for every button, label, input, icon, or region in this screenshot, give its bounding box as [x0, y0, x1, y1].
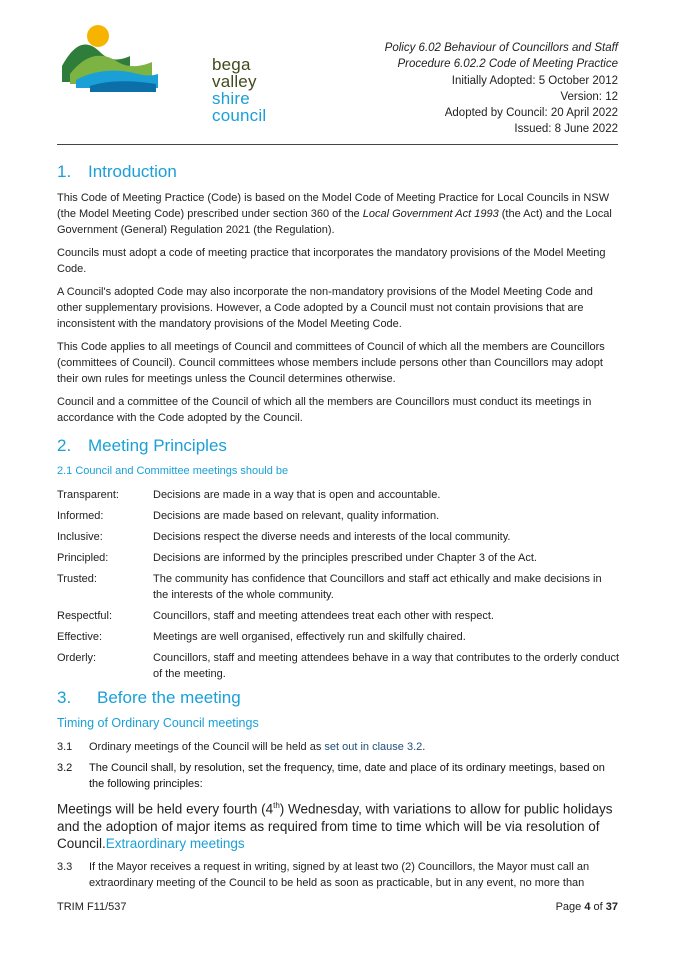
meeting-schedule-principle: Meetings will be held every fourth (4th) Wednesday, with variations to allow for public holidays and the adoption of major items as required from time to time which will be via resolution of Council.Extraordinary meetings — [57, 801, 613, 851]
principle-row — [57, 487, 619, 503]
logo-text-line1: bega valley — [212, 55, 257, 91]
initially-adopted: Initially Adopted: 5 October 2012 — [451, 74, 618, 87]
intro-paragraph-4: This Code applies to all meetings of Council and committees of Council of which all the members are Councillors (committees of Council). Council committees whose members include persons other than Councillors may adopt their own rules for meetings unless the Council determines otherwise. — [57, 341, 605, 385]
clause-number: 3.2 — [57, 762, 73, 774]
principle-term: Transparent: — [57, 489, 119, 501]
principle-definition: Councillors, staff and meeting attendees behave in a way that contributes to the orderly conduct of the meeting. — [153, 652, 619, 680]
timing-subheading: Timing of Ordinary Council meetings — [57, 716, 259, 730]
clause-number: 3.3 — [57, 860, 73, 873]
principle-row — [57, 608, 619, 624]
logo-text-line2: shire council — [212, 89, 267, 125]
document-metadata — [385, 40, 618, 138]
principle-definition: The community has confidence that Councillors and staff act ethically and make decisions in the interests of the whole community. — [153, 573, 602, 601]
principle-term: Principled: — [57, 552, 109, 564]
policy-title: Policy 6.02 Behaviour of Councillors and Staff — [384, 42, 618, 54]
principles-list — [57, 487, 619, 682]
document-body — [57, 162, 619, 896]
subsection-2-1-heading: 2.1 Council and Committee meetings should be — [57, 465, 289, 477]
council-logo — [60, 22, 290, 125]
principle-row — [57, 529, 619, 545]
principle-term: Respectful: — [57, 610, 113, 622]
principle-row — [57, 550, 619, 566]
clause-text: The Council shall, by resolution, set the frequency, time, date and place of its ordinary meetings, based on the following principles: — [89, 762, 605, 790]
section-number: 2. — [57, 436, 72, 455]
principle-definition: Decisions respect the diverse needs and interests of the local community. — [153, 531, 511, 543]
section-number: 3. — [57, 688, 72, 707]
section-title: Meeting Principles — [88, 436, 227, 455]
section-3-heading — [57, 688, 619, 708]
section-title: Before the meeting — [97, 688, 241, 707]
procedure-title: Procedure 6.02.2 Code of Meeting Practice — [397, 58, 618, 71]
principle-definition: Decisions are informed by the principles prescribed under Chapter 3 of the Act. — [153, 552, 537, 564]
logo-landscape-icon — [60, 22, 160, 96]
clause-text: Ordinary meetings of the Council will be held as set out in clause 3.2. — [89, 741, 426, 753]
section-1-heading — [57, 162, 619, 182]
principle-definition: Meetings are well organised, effectively run and skilfully chaired. — [153, 631, 466, 643]
principle-definition: Decisions are made in a way that is open and accountable. — [153, 489, 441, 501]
issued-date: Issued: 8 June 2022 — [514, 123, 618, 136]
clause-3-2 — [57, 760, 619, 792]
principle-row — [57, 571, 619, 603]
principle-term: Effective: — [57, 631, 103, 643]
intro-paragraph-2: Councils must adopt a code of meeting practice that incorporates the mandatory provisions of the Model Meeting Code. — [57, 247, 606, 275]
principle-term: Trusted: — [57, 573, 97, 585]
clause-3-2-link[interactable]: set out in clause 3.2 — [324, 741, 423, 753]
version: Version: 12 — [560, 90, 618, 103]
intro-paragraph-1: This Code of Meeting Practice (Code) is based on the Model Code of Meeting Practice for Local Councils in NSW (the Model Meeting Code) prescribed under section 360 of the Local Government Act 1993 (the Act) and the Local Government (General) Regulation 2021 (the Regulation). — [57, 192, 612, 236]
principle-term: Inclusive: — [57, 531, 103, 543]
clause-number: 3.1 — [57, 741, 73, 753]
principle-row — [57, 650, 619, 682]
clause-3-3 — [57, 859, 619, 891]
principle-row — [57, 508, 619, 524]
section-number: 1. — [57, 162, 72, 181]
extraordinary-meetings-heading: Extraordinary meetings — [105, 835, 245, 851]
clause-3-1 — [57, 739, 619, 755]
principle-definition: Councillors, staff and meeting attendees treat each other with respect. — [153, 610, 494, 622]
intro-paragraph-5: Council and a committee of the Council of which all the members are Councillors must conduct its meetings in accordance with the Code adopted by the Council. — [57, 396, 592, 424]
principle-term: Informed: — [57, 510, 104, 522]
clause-text: If the Mayor receives a request in writing, signed by at least two (2) Councillors, the Mayor must call an extraordinary meeting of the Council to be held as soon as practicable, but in any event, no more than — [89, 860, 590, 889]
trim-reference: TRIM F11/537 — [57, 901, 127, 913]
intro-paragraph-3: A Council's adopted Code may also incorporate the non-mandatory provisions of the Model Meeting Code and other supplementary provisions. However, a Code adopted by a Council must not contain provisions that are inconsistent with the mandatory provisions of the Model Meeting Code. — [57, 286, 593, 330]
principle-definition: Decisions are made based on relevant, quality information. — [153, 510, 440, 522]
section-2-heading — [57, 436, 619, 456]
header-divider — [57, 144, 618, 145]
principle-row — [57, 629, 619, 645]
page-number: Page 4 of 37 — [555, 901, 618, 913]
principle-term: Orderly: — [57, 652, 97, 664]
adopted-by-council: Adopted by Council: 20 April 2022 — [444, 107, 618, 120]
section-title: Introduction — [88, 162, 177, 181]
